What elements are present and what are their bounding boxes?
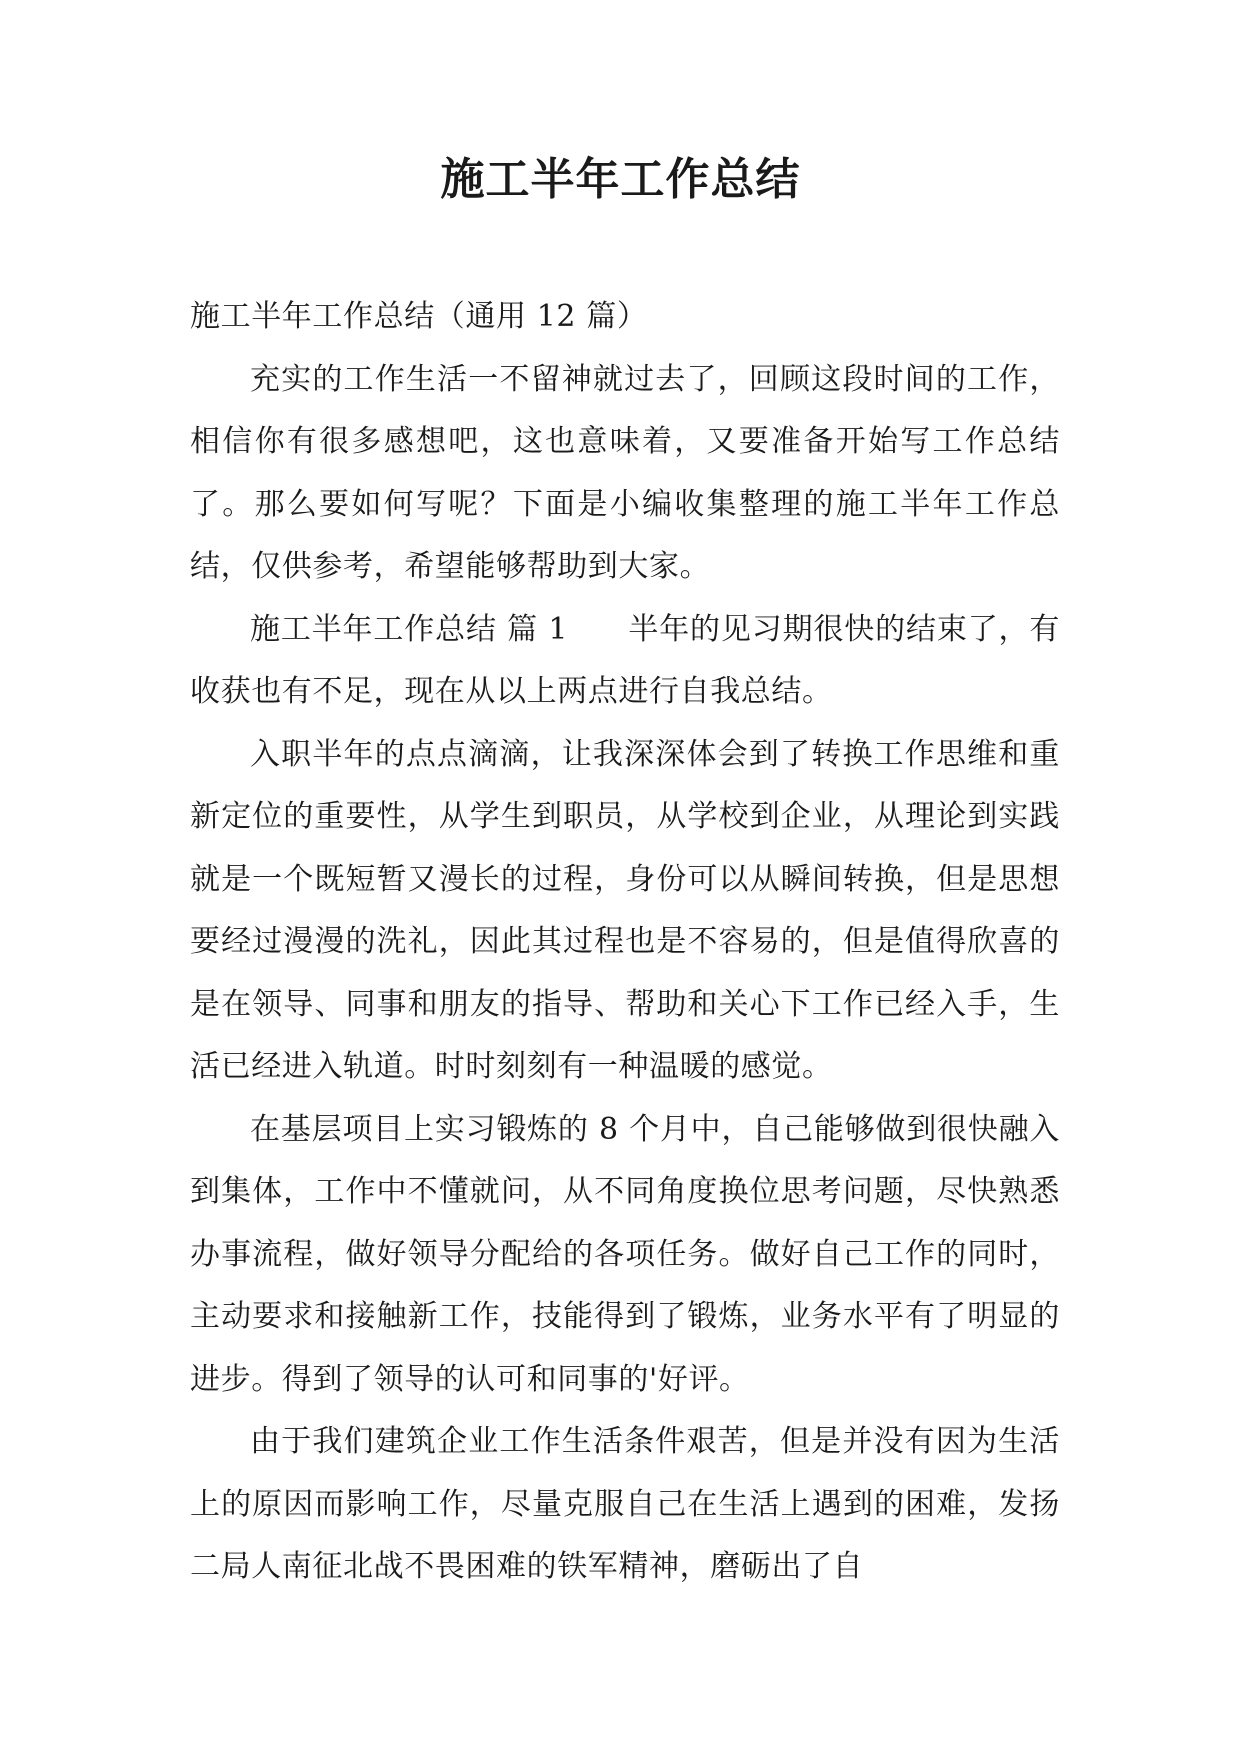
document-subtitle: 施工半年工作总结（通用 12 篇） bbox=[190, 299, 648, 334]
body-paragraph-2: 在基层项目上实习锻炼的 8 个月中，自己能够做到很快融入到集体，工作中不懂就问，从不同角度换位思考问题，尽快熟悉办事流程，做好领导分配给的各项任务。做好自己工作的同时，主动要求和接触新工作，技能得到了锻炼，业务水平有了明显的进步。得到了领导的认可和同事的'好评。 bbox=[190, 1111, 1060, 1397]
body-paragraph-3: 由于我们建筑企业工作生活条件艰苦，但是并没有因为生活上的原因而影响工作，尽量克服自己在生活上遇到的困难，发扬二局人南征北战不畏困难的铁军精神，磨砺出了自 bbox=[190, 1424, 1060, 1584]
intro-paragraph: 充实的工作生活一不留神就过去了，回顾这段时间的工作，相信你有很多感想吧，这也意味着，又要准备开始写工作总结了。那么要如何写呢？下面是小编收集整理的施工半年工作总结，仅供参考，希望能够帮助到大家。 bbox=[190, 361, 1060, 584]
body-paragraph-1: 入职半年的点点滴滴，让我深深体会到了转换工作思维和重新定位的重要性，从学生到职员，从学校到企业，从理论到实践就是一个既短暂又漫长的过程，身份可以从瞬间转换，但是思想要经过漫漫的洗礼，因此其过程也是不容易的，但是值得欣喜的是在领导、同事和朋友的指导、帮助和关心下工作已经入手，生活已经进入轨道。时时刻刻有一种温暖的感觉。 bbox=[190, 736, 1060, 1084]
document-title: 施工半年工作总结 bbox=[440, 154, 801, 205]
section-1-heading: 施工半年工作总结 篇 1 bbox=[250, 611, 569, 647]
document-body bbox=[190, 286, 1060, 1599]
section-1-opening: 半年的见习期很快的结束了，有收获也有不足，现在从以上两点进行自我总结。 bbox=[190, 611, 1061, 709]
section-1-paragraph bbox=[190, 599, 1060, 724]
